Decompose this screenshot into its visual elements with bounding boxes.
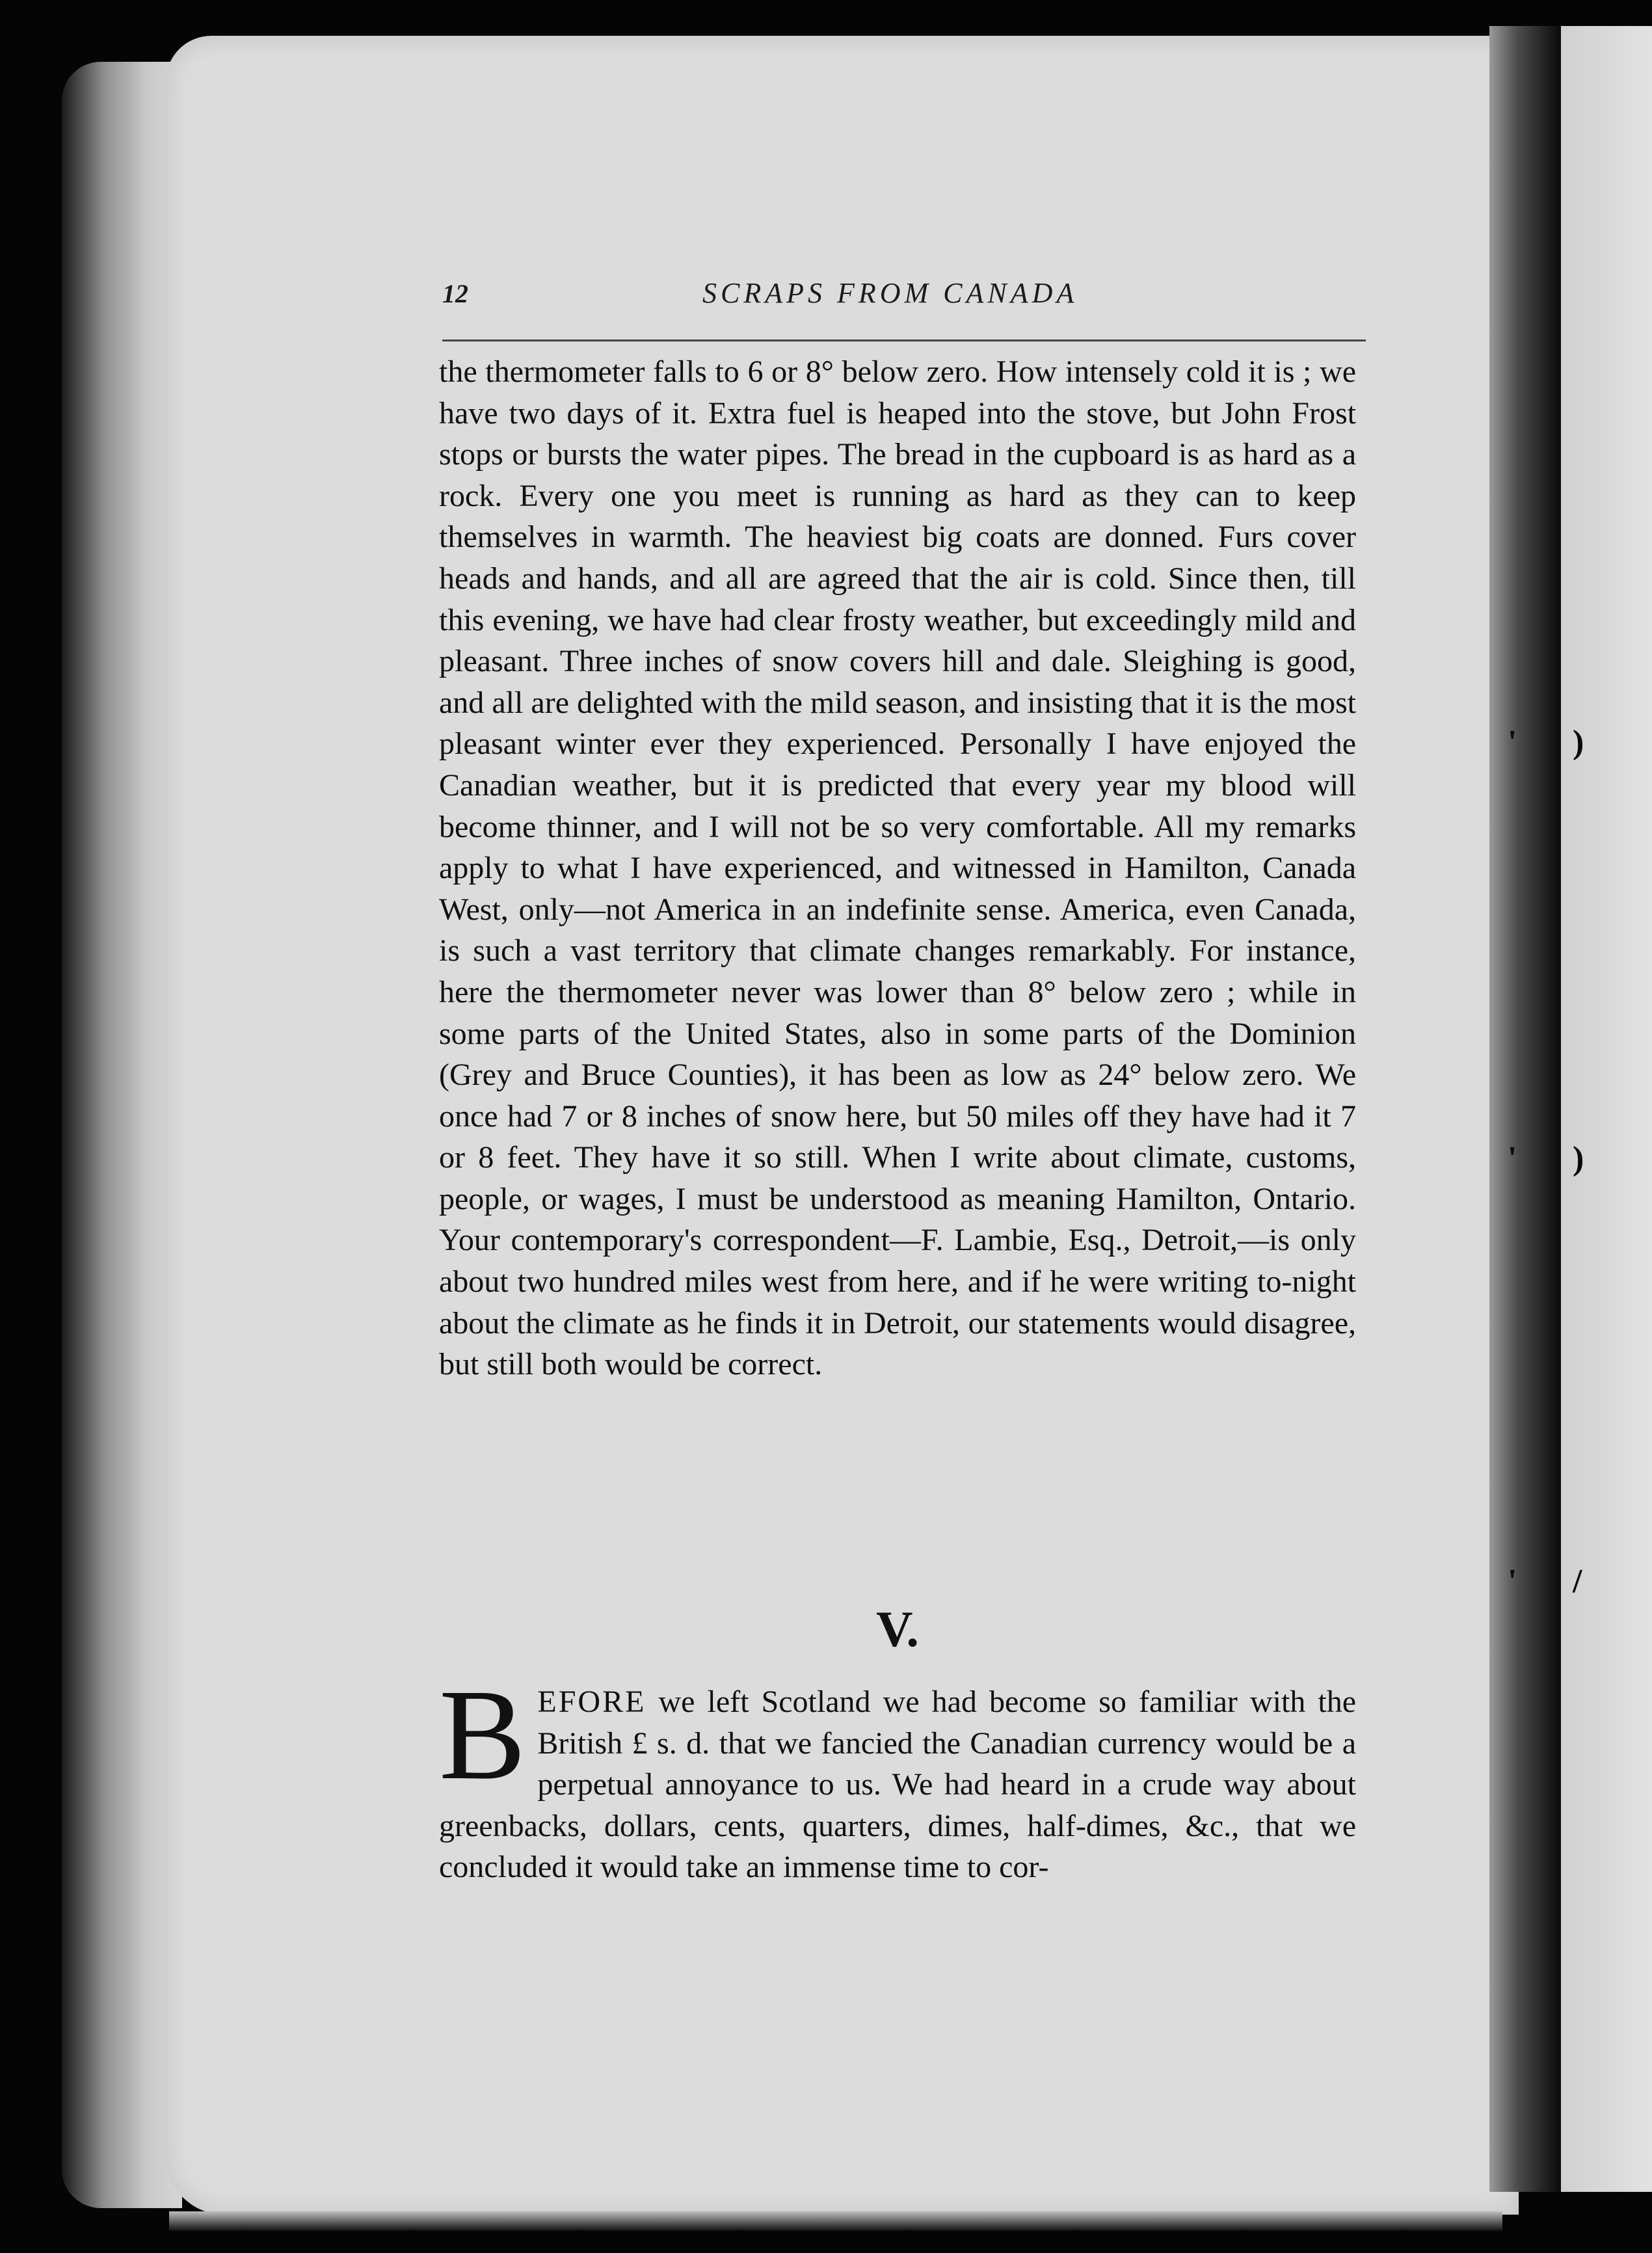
header-rule <box>442 340 1366 341</box>
body-paragraph: the thermometer falls to 6 or 8° below zero. How intensely cold it is ; we have two days of it. Extra fuel is heaped into the stove, but John Frost stops or bursts the water pipes. The bread in the cupboard is as hard as a rock. Every one you meet is running as hard as they can to keep themselves in warmth. The heaviest big coats are donned. Furs cover heads and hands, and all are agreed that the air is cold. Since then, till this evening, we have had clear frosty weather, but exceedingly mild and pleasant. Three inches of snow covers hill and dale. Sleighing is good, and all are delighted with the mild season, and insisting that it is the most pleasant winter ever they experienced. Personally I have enjoyed the Canadian weather, but it is predicted that every year my blood will become thinner, and I will not be so very comfortable. All my remarks apply to what I have experienced, and witnessed in Hamilton, Canada West, only—not America in an indefinite sense. America, even Canada, is such a vast territory that climate changes remarkably. For instance, here the thermometer never was lower than 8° below zero ; while in some parts of the United States, also in some parts of the Dominion (Grey and Bruce Counties), it has been as low as 24° below zero. We once had 7 or 8 inches of snow here, but 50 miles off they have had it 7 or 8 feet. They have it so still. When I write about climate, customs, people, or wages, I must be understood as meaning Hamilton, Ontario. Your contemporary's correspondent—F. Lambie, Esq., Detroit,—is only about two hundred miles west from here, and if he were writing to-night about the climate as he finds it in Detroit, our statements would disagree, but still both would be correct. <box>439 354 1356 1382</box>
scan-mark: ' <box>1508 1140 1517 1177</box>
facing-page-edge <box>1561 26 1652 2192</box>
drop-cap: B <box>439 1663 526 1807</box>
lead-in-caps: EFORE <box>537 1685 646 1719</box>
running-title: SCRAPS FROM CANADA <box>702 277 1078 309</box>
scan-mark: ' <box>1508 724 1517 761</box>
page-bottom-edge <box>169 2211 1502 2231</box>
scan-mark: / <box>1573 1563 1582 1600</box>
book-gutter <box>1489 26 1561 2192</box>
page-stack-shadow <box>62 62 182 2208</box>
running-head <box>442 276 1418 310</box>
scan-mark: ) <box>1573 724 1584 761</box>
scan-mark: ) <box>1573 1140 1584 1177</box>
page-number: 12 <box>442 279 468 308</box>
section-heading: V. <box>876 1601 919 1657</box>
section-paragraph <box>439 1663 1356 1888</box>
scan-mark: ' <box>1508 1563 1517 1600</box>
paragraph-text: we left Scotland we had become so familiar with the British £ s. d. that we fancied the Canadian currency would be a perpetual annoyance to us. We had heard in a crude way about greenbacks, dollars, cents, quarters, dimes, half-dimes, &c., that we concluded it would take an immense time to cor- <box>439 1685 1356 1885</box>
